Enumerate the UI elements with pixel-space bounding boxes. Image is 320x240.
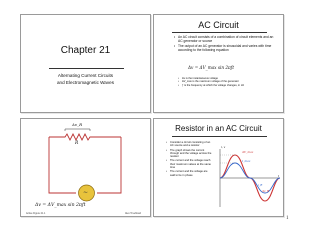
bullet-item: • Consider a circuit consisting of an AC source and a resistor xyxy=(166,141,212,148)
circuit-wire-right xyxy=(97,137,121,193)
author-credit: Alex Trueblood xyxy=(125,212,141,215)
subtitle-line-2: and Electromagnetic Waves xyxy=(56,80,115,85)
slide-title: Resistor in an AC Circuit xyxy=(175,124,262,133)
current-curve-label: i_R xyxy=(258,183,263,187)
imax-label: I_max xyxy=(242,159,251,163)
slide-3 xyxy=(20,118,151,217)
sub-bullet-item: • ƒ is the frequency at which the voltage changes, in Hz xyxy=(178,84,276,87)
sub-bullet-item: • Δv is the instantaneous voltage xyxy=(178,77,276,80)
ac-source-symbol: ∼ xyxy=(83,190,89,196)
sub-bullet-item: • ΔV_max is the maximum voltage of the generator xyxy=(178,80,276,83)
sub-bullet-list xyxy=(172,77,276,87)
slide-2 xyxy=(153,14,284,113)
time-axis-label: t xyxy=(278,174,280,178)
bullet-item: • The graph shows the current through and the voltage across the resistor xyxy=(166,149,212,159)
title-divider xyxy=(172,32,267,33)
chapter-title: Chapter 21 xyxy=(60,45,111,56)
bullet-item: • An AC circuit consists of a combination of circuit elements and an AC generator or source xyxy=(174,36,274,44)
title-divider xyxy=(49,68,124,69)
slide-4 xyxy=(153,118,284,217)
bullet-list xyxy=(166,141,212,177)
resistor-label: R xyxy=(75,141,79,146)
source-equation: Δv = ΔV_max sin 2πƒt xyxy=(35,203,86,208)
page-number: 1 xyxy=(286,216,289,221)
bullet-list xyxy=(174,36,274,53)
subtitle-line-1: Alternating Current Circuits xyxy=(57,73,114,78)
bullet-item: • The current and the voltage reach their maximum values at the same time xyxy=(166,159,212,169)
voltage-curve-label: Δv_R xyxy=(262,189,270,193)
title-divider xyxy=(172,136,267,137)
circuit-wire-left xyxy=(49,137,79,193)
slide-1 xyxy=(20,14,151,113)
bullet-item: • The current and the voltage are said to be in phase xyxy=(166,170,212,177)
slide-title: AC Circuit xyxy=(198,20,239,30)
voltage-equation: Δv = ΔV_max sin 2πƒt xyxy=(188,65,235,70)
vmax-label: ΔV_max xyxy=(242,150,254,154)
resistor-symbol xyxy=(49,134,121,140)
axis-symbol-label: i, v xyxy=(221,145,226,149)
figure-credit: Active Figure 21.1 xyxy=(26,212,46,215)
resistor-voltage-label: Δv_R xyxy=(72,122,83,127)
bullet-item: • The output of an AC generator is sinusoidal and varies with time according to the following equation xyxy=(174,45,274,53)
voltage-bracket xyxy=(65,129,90,131)
